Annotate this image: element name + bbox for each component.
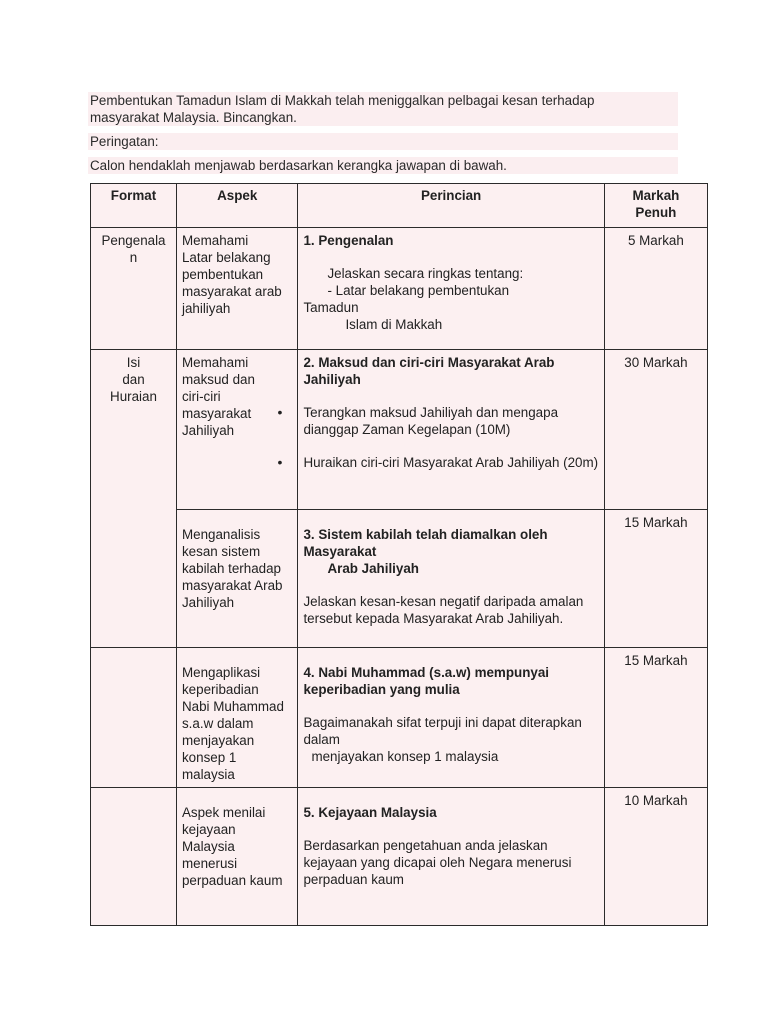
section-text: Tamadun	[303, 300, 359, 315]
mark-cell: 15 Markah	[604, 510, 707, 648]
table-row	[91, 228, 708, 350]
header-markah-line2: Penuh	[635, 205, 677, 220]
table-header-row	[91, 184, 708, 228]
bullet-icon: •	[277, 454, 283, 470]
perincian-cell	[277, 350, 604, 510]
section-text: menjayakan konsep 1 malaysia	[311, 749, 499, 764]
section-text: Islam di Makkah	[345, 317, 443, 332]
aspek-cell: Memahami maksud dan ciri-ciri masyarakat Jahiliyah	[176, 350, 297, 510]
section-title: Arab Jahiliyah	[327, 561, 419, 576]
section-title: 4. Nabi Muhammad (s.a.w) mempunyai keperibadian yang mulia	[303, 665, 549, 697]
mark-cell: 15 Markah	[604, 648, 707, 788]
instruction-text: Calon hendaklah menjawab berdasarkan kerangka jawapan di bawah.	[88, 157, 678, 174]
perincian-cell	[298, 788, 604, 926]
format-cell-empty	[91, 510, 177, 648]
aspek-cell: Memahami Latar belakang pembentukan masyarakat arab jahiliyah	[176, 228, 297, 350]
aspek-cell: Mengaplikasi keperibadian Nabi Muhammad s.a.w dalam menjayakan konsep 1 malaysia	[176, 648, 297, 788]
perincian-cell	[298, 510, 604, 648]
header-perincian: Perincian	[298, 184, 604, 228]
section-title: 5. Kejayaan Malaysia	[303, 805, 437, 820]
warning-label: Peringatan:	[88, 133, 678, 150]
section-text: Berdasarkan pengetahuan anda jelaskan kejayaan yang dicapai oleh Negara menerusi perpaduan kaum	[303, 838, 572, 887]
format-cell: Pengenala n	[91, 228, 177, 350]
header-aspek: Aspek	[176, 184, 297, 228]
header-format: Format	[91, 184, 177, 228]
aspek-cell: Aspek menilai kejayaan Malaysia menerusi perpaduan kaum	[176, 788, 297, 926]
format-cell-empty	[91, 648, 177, 788]
table-row	[91, 648, 708, 788]
table-row	[91, 350, 708, 510]
section-text: Jelaskan secara ringkas tentang:	[327, 266, 524, 281]
perincian-cell	[298, 648, 604, 788]
question-line-2: masyarakat Malaysia. Bincangkan.	[88, 109, 678, 126]
section-text: Jelaskan kesan-kesan negatif daripada amalan tersebut kepada Masyarakat Arab Jahiliyah.	[303, 594, 584, 626]
mark-cell: 5 Markah	[604, 228, 707, 350]
section-title: 1. Pengenalan	[303, 233, 394, 248]
mark-cell: 30 Markah	[604, 350, 707, 510]
section-text: Huraikan ciri-ciri Masyarakat Arab Jahiliyah (20m)	[303, 455, 599, 470]
table-row	[91, 788, 708, 926]
table-row	[91, 510, 708, 648]
perincian-cell	[298, 228, 604, 350]
header-markah	[604, 184, 707, 228]
section-title: 3. Sistem kabilah telah diamalkan oleh Masyarakat	[303, 527, 548, 559]
question-block	[88, 92, 678, 174]
section-title: 2. Maksud dan ciri-ciri Masyarakat Arab Jahiliyah	[303, 355, 555, 387]
list-item	[277, 404, 598, 438]
format-cell-empty	[91, 788, 177, 926]
header-markah-line1: Markah	[632, 188, 680, 203]
list-item	[277, 454, 599, 471]
question-line-1: Pembentukan Tamadun Islam di Makkah telah meniggalkan pelbagai kesan terhadap	[88, 92, 678, 109]
answer-framework-table	[90, 183, 708, 926]
mark-cell: 10 Markah	[604, 788, 707, 926]
section-text: - Latar belakang pembentukan	[327, 283, 510, 298]
bullet-icon: •	[277, 404, 283, 420]
aspek-cell: Menganalisis kesan sistem kabilah terhadap masyarakat Arab Jahiliyah	[176, 510, 297, 648]
section-text: Bagaimanakah sifat terpuji ini dapat diterapkan dalam	[303, 715, 582, 747]
format-cell: Isi dan Huraian	[91, 350, 177, 510]
section-text: Terangkan maksud Jahiliyah dan mengapa dianggap Zaman Kegelapan (10M)	[303, 405, 559, 437]
